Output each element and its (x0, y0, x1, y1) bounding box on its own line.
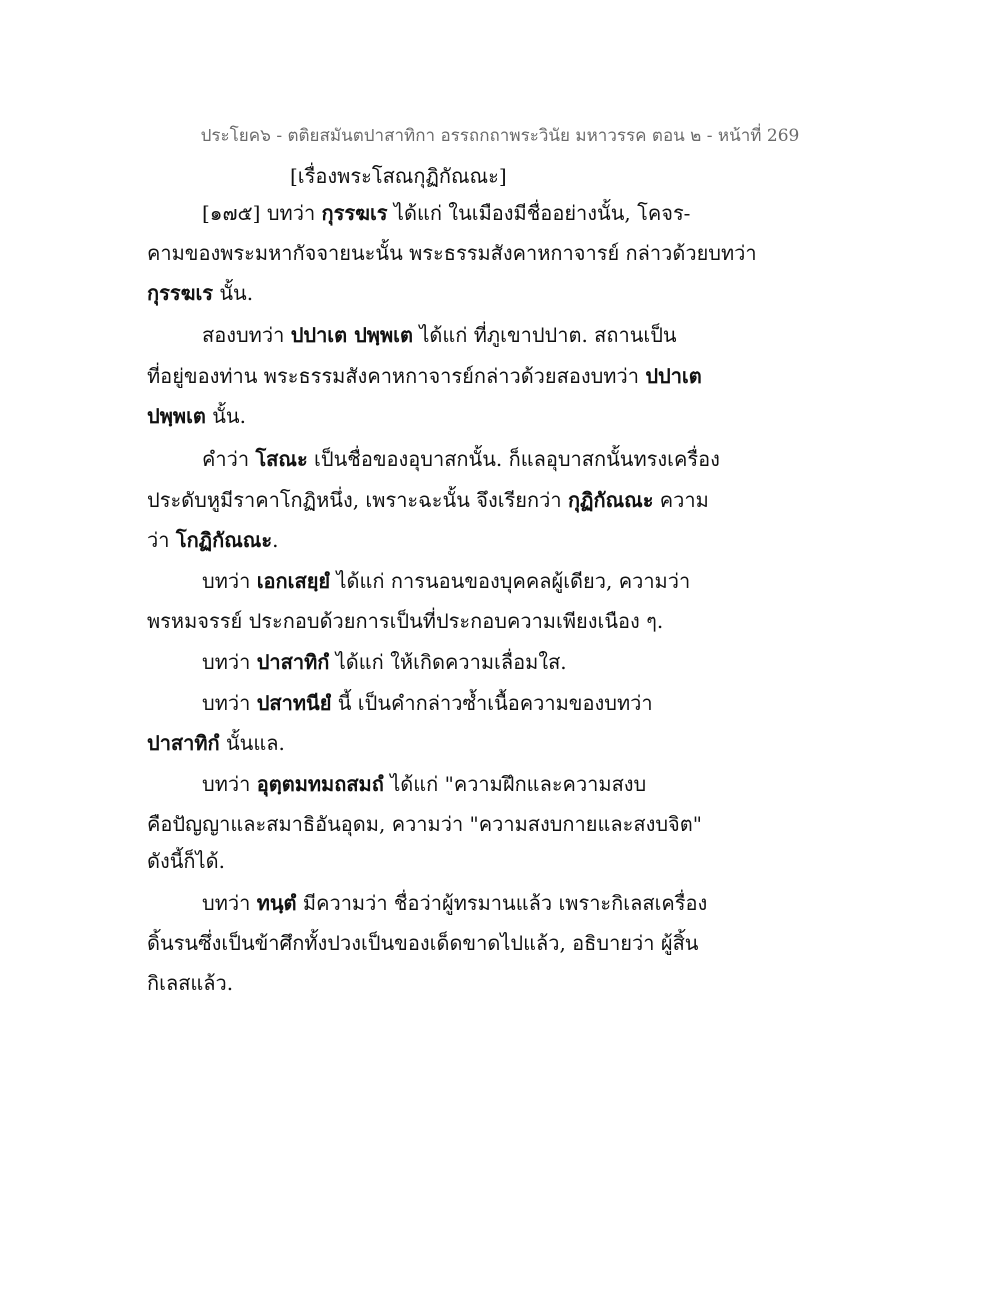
bold-term: กุรรฆเร (147, 281, 214, 305)
text-line: ดังนี้ก็ได้. (147, 849, 225, 873)
bold-term: ปปาเต ปพฺพเต (290, 323, 413, 347)
bold-term: ปพฺพเต (147, 404, 206, 428)
text-line: กุรรฆเร นั้น. (147, 281, 254, 305)
text-line: สองบทว่า ปปาเต ปพฺพเต ได้แก่ ที่ภูเขาปปาต. สถานเป็น (202, 323, 677, 347)
bold-term: กุฏิกัณณะ (567, 488, 654, 512)
bold-term: ปสาทนียํ (256, 691, 332, 715)
text-line: กิเลสแล้ว. (147, 971, 234, 995)
bold-term: อุตฺตมทมถสมถํ (256, 772, 384, 796)
text-line: ว่า โกฏิกัณณะ. (147, 528, 279, 552)
running-header: ประโยค๖ - ตติยสมันตปาสาทิกา อรรถกถาพระวินัย มหาวรรค ตอน ๒ - หน้าที่ 269 (200, 126, 800, 146)
text-line: บทว่า อุตฺตมทมถสมถํ ได้แก่ "ความฝึกและความสงบ (202, 772, 647, 796)
bold-term: เอกเสยฺยํ (256, 569, 331, 593)
text-line: ดิ้นรนซึ่งเป็นข้าศึกทั้งปวงเป็นของเด็ดขาดไปแล้ว, อธิบายว่า ผู้สิ้น (147, 931, 699, 955)
text-line: ประดับหูมีราคาโกฏิหนึ่ง, เพราะฉะนั้น จึงเรียกว่า กุฏิกัณณะ ความ (147, 488, 709, 512)
text-line: คามของพระมหากัจจายนะนั้น พระธรรมสังคาหกาจารย์ กล่าวด้วยบทว่า (147, 241, 757, 265)
bold-term: โกฏิกัณณะ (175, 528, 273, 552)
text-line: คือปัญญาและสมาธิอันอุดม, ความว่า "ความสงบกายและสงบจิต" (147, 812, 702, 836)
bold-term: ทนฺตํ (256, 891, 297, 915)
bold-term: กุรรฆเร (321, 201, 388, 225)
text-line: พรหมจรรย์ ประกอบด้วยการเป็นที่ประกอบความเพียงเนือง ๆ. (147, 609, 664, 633)
bold-term: ปปาเต (645, 364, 702, 388)
text-line: บทว่า เอกเสยฺยํ ได้แก่ การนอนของบุคคลผู้เดียว, ความว่า (202, 569, 691, 593)
bold-term: ปาสาทิกํ (147, 731, 220, 755)
text-line: ปพฺพเต นั้น. (147, 404, 246, 428)
text-line: ที่อยู่ของท่าน พระธรรมสังคาหกาจารย์กล่าวด้วยสองบทว่า ปปาเต (147, 364, 702, 388)
text-line: ปาสาทิกํ นั้นแล. (147, 731, 285, 755)
text-line: [๑๗๕] บทว่า กุรรฆเร ได้แก่ ในเมืองมีชื่ออย่างนั้น, โคจร- (202, 201, 691, 225)
text-line: คำว่า โสณะ เป็นชื่อของอุบาสกนั้น. ก็แลอุบาสกนั้นทรงเครื่อง (202, 447, 720, 471)
bold-term: ปาสาทิกํ (256, 650, 330, 674)
text-line: บทว่า ทนฺตํ มีความว่า ชื่อว่าผู้ทรมานแล้ว เพราะกิเลสเครื่อง (202, 891, 708, 915)
section-title: [เรื่องพระโสณกุฏิกัณณะ] (290, 164, 507, 188)
bold-term: โสณะ (255, 447, 308, 471)
text-line: บทว่า ปาสาทิกํ ได้แก่ ให้เกิดความเลื่อมใส. (202, 650, 567, 674)
text-line: บทว่า ปสาทนียํ นี้ เป็นคำกล่าวซ้ำเนื้อความของบทว่า (202, 691, 653, 715)
